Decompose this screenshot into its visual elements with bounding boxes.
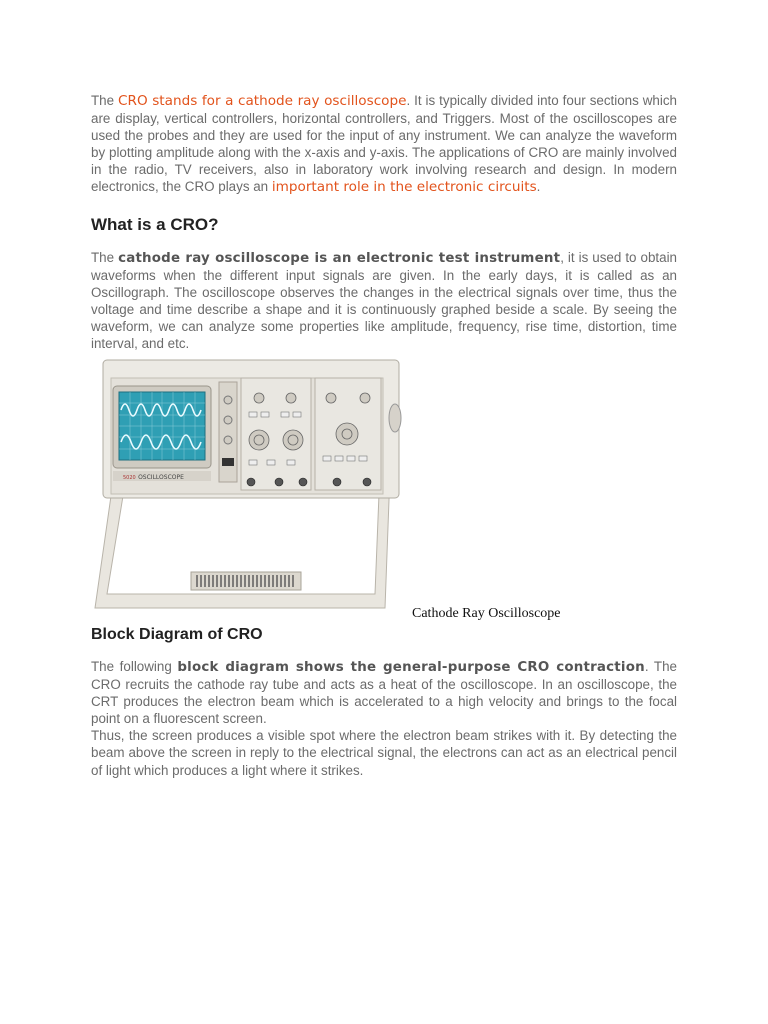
- intro-lead: The: [91, 93, 119, 108]
- what-is-cro-paragraph: [91, 249, 677, 353]
- intro-highlight-link[interactable]: CRO stands for a cathode ray oscilloscope: [118, 93, 407, 109]
- important-role-link[interactable]: important role in the electronic circuits: [271, 179, 537, 196]
- figure-caption: Cathode Ray Oscilloscope: [412, 606, 561, 621]
- intro-paragraph: [91, 92, 677, 197]
- intro-text: . It is typically divided into four sections which are display, vertical controllers, horizontal controllers, and Triggers. Most of the oscilloscopes are used the probes and they are used for the input of any instrument. We can analyze the waveform by plotting amplitude along with the x-axis and y-axis. The applications of CRO are mainly involved in the radio, TV receivers, also in laboratory work involving research and design. In modern electronics, the CRO plays an: [91, 93, 678, 195]
- article: [91, 92, 678, 778]
- brand-label: OSCILLOSCOPE: [138, 474, 184, 481]
- block-diagram-paragraph: [91, 658, 677, 727]
- block-diagram-paragraph-2: Thus, the screen produces a visible spot where the electron beam strikes with it. By detecting the beam above the screen in reply to the electrical signal, the electrons can act as an electrical pencil of light which produces a light where it strikes.: [91, 728, 677, 778]
- section1-text: , it is used to obtain waveforms when the different input signals are given. In the early days, it is called as an Oscillograph. The oscilloscope observes the changes in the electrical signals over time, thus the voltage and time describe a shape and it is continuously graphed beside a scale. By seeing the waveform, we can analyze some properties like amplitude, frequency, rise time, distortion, time interval, and etc.: [91, 250, 677, 352]
- intro-tail: .: [536, 179, 541, 195]
- section-heading-block-diagram: Block Diagram of CRO: [91, 626, 263, 643]
- model-label: 5020: [123, 475, 136, 481]
- block-diagram-section-body: [91, 658, 677, 779]
- section2-bold: block diagram shows the general-purpose CRO contraction: [177, 660, 645, 675]
- section2-lead: The following: [91, 659, 178, 674]
- section1-lead: The: [91, 250, 119, 265]
- section-heading-what-is-cro: What is a CRO?: [91, 215, 219, 234]
- section1-bold: cathode ray oscilloscope is an electronic test instrument: [118, 251, 561, 266]
- section2-text: . The CRO recruits the cathode ray tube and acts as a heat of the oscilloscope. In an oscilloscope, the CRT produces the electron beam which is accelerated to a high velocity and brings to the focal point on a fluorescent screen.: [91, 659, 677, 727]
- oscilloscope-image: [91, 358, 405, 614]
- oscilloscope-illustration: [91, 358, 405, 614]
